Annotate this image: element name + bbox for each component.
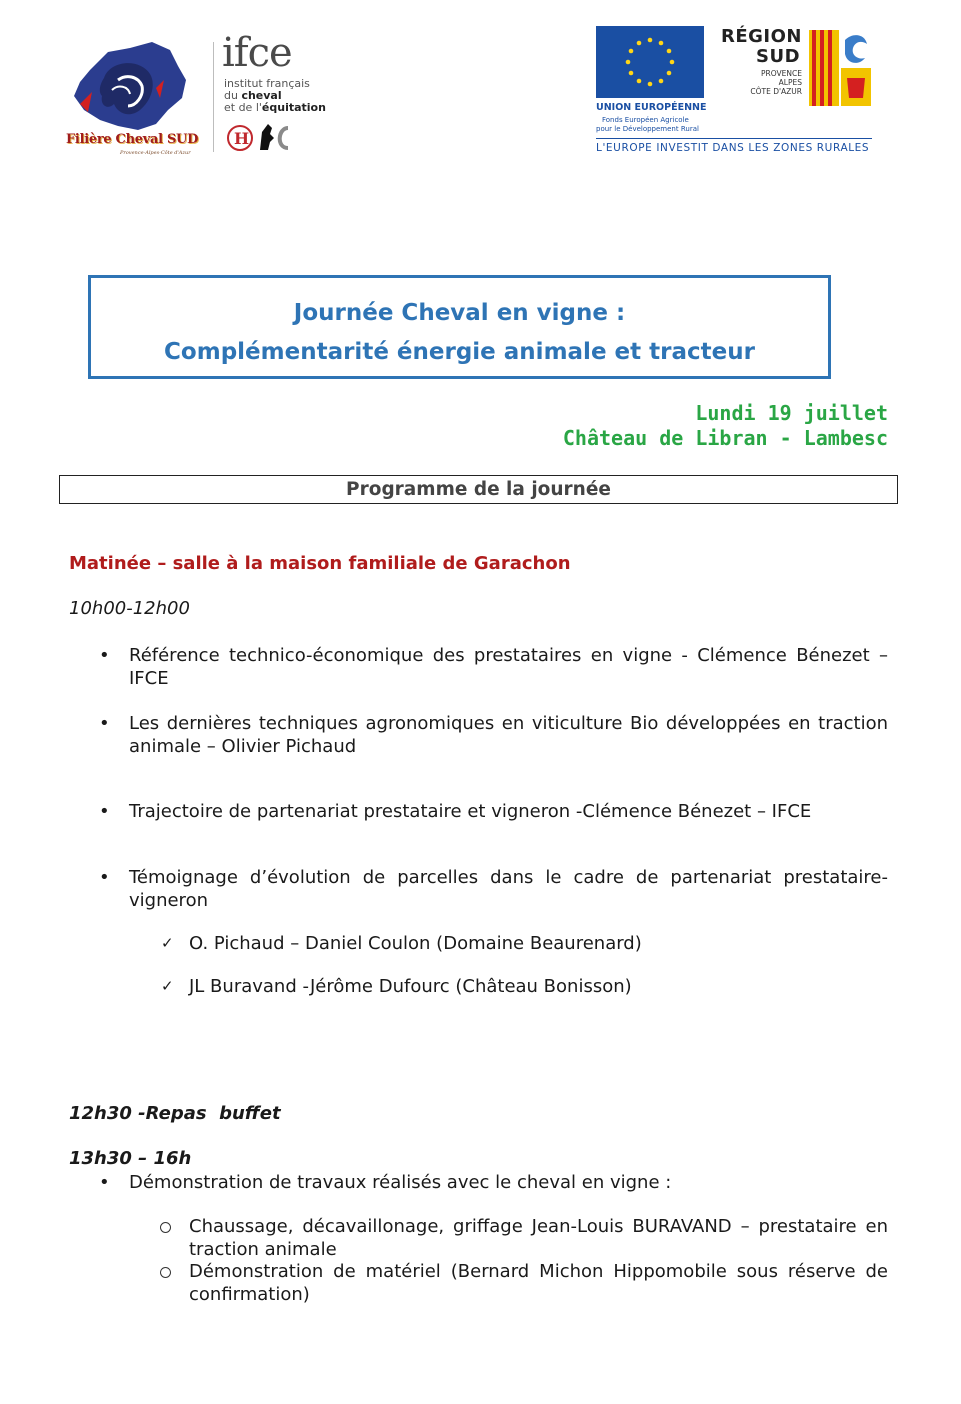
region-sud-logo bbox=[716, 26, 876, 116]
eu-flag-icon bbox=[596, 26, 704, 98]
eu-fund-line-1: Fonds Européen Agricole bbox=[602, 116, 689, 124]
morning-item-1: Référence technico-économique des prestataires en vigne - Clémence Bénezet – IFCE bbox=[129, 645, 888, 689]
morning-sub-item-2: JL Buravand -Jérôme Dufourc (Château Bonisson) bbox=[189, 976, 632, 997]
region-title-2: SUD bbox=[756, 46, 801, 67]
eu-fund-line-2: pour le Développement Rural bbox=[596, 125, 699, 133]
title-box bbox=[88, 275, 831, 379]
eu-label: UNION EUROPÉENNE bbox=[596, 102, 707, 113]
afternoon-time: 13h30 – 16h bbox=[69, 1148, 192, 1169]
lunch-line: 12h30 -Repas buffet bbox=[69, 1103, 281, 1124]
title-line-2: Complémentarité énergie animale et tracteur bbox=[164, 339, 755, 365]
bullet-icon: • bbox=[99, 645, 110, 666]
region-sub-3: CÔTE D'AZUR bbox=[750, 87, 802, 96]
bullet-icon: • bbox=[99, 801, 110, 822]
region-title-1: RÉGION bbox=[721, 26, 802, 47]
bullet-icon: • bbox=[99, 1172, 110, 1193]
morning-time: 10h00-12h00 bbox=[69, 598, 190, 619]
filiere-cheval-sud-logo bbox=[60, 40, 200, 160]
haras-marks-icon bbox=[226, 120, 296, 156]
morning-item-2: Les dernières techniques agronomiques en viticulture Bio développées en traction animale – Olivier Pichaud bbox=[129, 713, 888, 757]
region-sub-1: PROVENCE bbox=[761, 69, 802, 78]
bullet-icon: • bbox=[99, 713, 110, 734]
svg-text:H: H bbox=[234, 129, 250, 148]
ifce-logo bbox=[222, 30, 332, 160]
title-line-1: Journée Cheval en vigne : bbox=[293, 300, 626, 326]
event-date: Lundi 19 juillet bbox=[695, 401, 888, 425]
region-sub-2: ALPES bbox=[778, 78, 802, 87]
afternoon-sub-item-2: Démonstration de matériel (Bernard Michon Hippomobile sous réserve de confirmation) bbox=[189, 1261, 888, 1305]
check-icon: ✓ bbox=[161, 977, 174, 995]
event-place: Château de Libran - Lambesc bbox=[562, 426, 888, 450]
region-coat-of-arms-icon bbox=[809, 30, 871, 106]
ifce-line-3: et de l'équitation bbox=[224, 101, 326, 114]
eu-slogan: L'EUROPE INVESTIT DANS LES ZONES RURALES bbox=[596, 138, 872, 154]
bullet-icon: • bbox=[99, 867, 110, 888]
programme-heading: Programme de la journée bbox=[59, 475, 898, 504]
filiere-logo-subtext: Provence-Alpes-Côte d'Azur bbox=[120, 150, 191, 156]
check-icon: ✓ bbox=[161, 934, 174, 952]
afternoon-item: Démonstration de travaux réalisés avec le cheval en vigne : bbox=[129, 1172, 672, 1193]
morning-item-4: Témoignage d’évolution de parcelles dans le cadre de partenariat prestataire-vigneron bbox=[129, 867, 888, 911]
ifce-line-1: institut français bbox=[224, 77, 310, 90]
afternoon-sub-item-1: Chaussage, décavaillonage, griffage Jean-Louis BURAVAND – prestataire en traction animale bbox=[189, 1216, 888, 1260]
morning-sub-item-1: O. Pichaud – Daniel Coulon (Domaine Beaurenard) bbox=[189, 933, 642, 954]
circle-bullet-icon bbox=[160, 1222, 171, 1233]
morning-heading: Matinée – salle à la maison familiale de Garachon bbox=[69, 553, 571, 574]
circle-bullet-icon bbox=[160, 1267, 171, 1278]
eu-logo bbox=[596, 26, 708, 138]
ifce-line-2: du cheval bbox=[224, 89, 282, 102]
morning-item-3: Trajectoire de partenariat prestataire et vigneron -Clémence Bénezet – IFCE bbox=[129, 801, 812, 822]
filiere-logo-text: Filière Cheval SUD bbox=[66, 132, 199, 147]
ifce-wordmark: ifce bbox=[222, 30, 292, 76]
horse-head-icon bbox=[60, 40, 200, 140]
logo-divider bbox=[213, 42, 214, 152]
